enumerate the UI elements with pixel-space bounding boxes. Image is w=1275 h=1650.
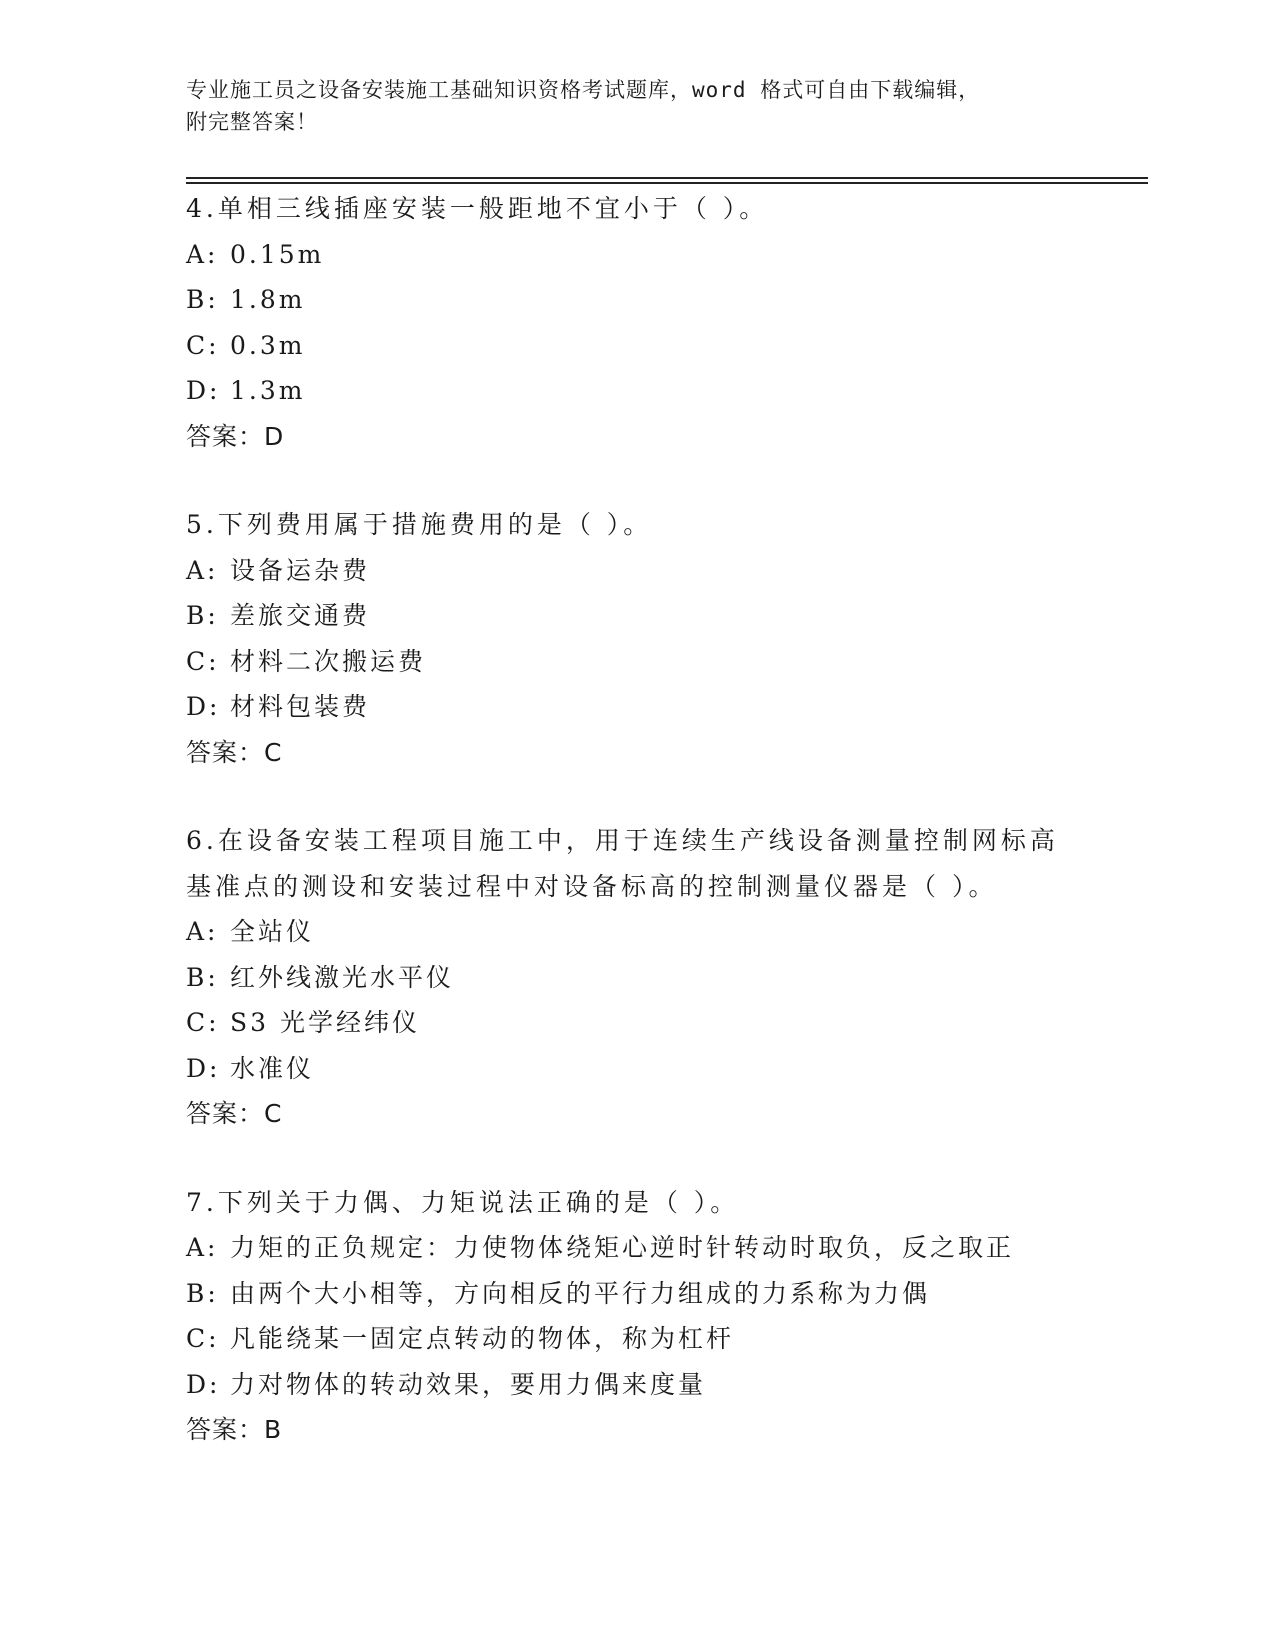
option-c	[186, 1000, 1086, 1046]
option-text: 全站仪	[230, 917, 315, 946]
option-d	[186, 1362, 1086, 1408]
question-7	[186, 1180, 1086, 1453]
header-line-1: 专业施工员之设备安装施工基础知识资格考试题库，word 格式可自由下载编辑，	[186, 78, 981, 102]
option-c	[186, 323, 1086, 369]
option-key: A:	[186, 1233, 219, 1262]
option-a	[186, 232, 1086, 278]
answer-line: 答案：B	[186, 1415, 283, 1444]
option-b	[186, 277, 1086, 323]
document-header	[186, 74, 1086, 138]
option-text: S3 光学经纬仪	[230, 1008, 420, 1037]
option-text: 差旅交通费	[230, 601, 371, 630]
option-a	[186, 548, 1086, 594]
option-text: 1.8m	[230, 285, 306, 314]
option-key: C:	[186, 1008, 220, 1037]
option-a	[186, 1225, 1086, 1271]
question-6	[186, 818, 1086, 1137]
option-key: D:	[186, 1053, 221, 1083]
option-key: B:	[186, 285, 219, 314]
option-b	[186, 955, 1086, 1001]
option-d	[186, 1046, 1086, 1092]
option-key: C:	[186, 1324, 220, 1353]
option-text: 力矩的正负规定：力使物体绕矩心逆时针转动时取负，反之取正	[230, 1233, 1015, 1262]
option-text: 由两个大小相等，方向相反的平行力组成的力系称为力偶	[230, 1278, 931, 1308]
question-stem: 4.单相三线插座安装一般距地不宜小于（ ）。	[186, 194, 769, 223]
option-text: 水准仪	[230, 1053, 315, 1083]
option-text: 材料包装费	[230, 692, 371, 721]
option-text: 凡能绕某一固定点转动的物体，称为杠杆	[230, 1324, 735, 1353]
option-key: D:	[186, 1369, 221, 1399]
question-stem: 7.下列关于力偶、力矩说法正确的是（ ）。	[186, 1187, 740, 1217]
option-d	[186, 684, 1086, 730]
option-text: 0.3m	[230, 330, 306, 360]
option-key: A:	[186, 917, 219, 946]
question-5	[186, 502, 1086, 775]
option-a	[186, 909, 1086, 955]
option-key: C:	[186, 646, 220, 676]
option-key: A:	[186, 239, 219, 269]
answer-line: 答案：C	[186, 1099, 283, 1128]
option-b	[186, 1271, 1086, 1317]
question-4	[186, 186, 1086, 459]
answer-line: 答案：D	[186, 421, 285, 451]
header-divider-top	[186, 177, 1148, 179]
option-text: 材料二次搬运费	[230, 646, 427, 676]
question-list	[186, 186, 1086, 1496]
option-text: 红外线激光水平仪	[230, 962, 455, 992]
option-key: B:	[186, 962, 219, 992]
option-text: 设备运杂费	[230, 555, 371, 585]
option-c	[186, 639, 1086, 685]
answer-line: 答案：C	[186, 737, 283, 767]
option-key: A:	[186, 555, 219, 585]
option-text: 1.3m	[230, 376, 306, 405]
option-c	[186, 1316, 1086, 1362]
header-divider-bottom	[186, 182, 1148, 184]
option-d	[186, 368, 1086, 414]
option-key: D:	[186, 692, 221, 721]
option-text: 力对物体的转动效果，要用力偶来度量	[230, 1369, 707, 1399]
option-b	[186, 593, 1086, 639]
option-text: 0.15m	[230, 239, 325, 269]
question-stem: 5.下列费用属于措施费用的是（ ）。	[186, 510, 653, 539]
option-key: B:	[186, 1278, 219, 1308]
option-key: D:	[186, 376, 221, 405]
option-key: B:	[186, 601, 219, 630]
question-stem: 6.在设备安装工程项目施工中，用于连续生产线设备测量控制网标高基准点的测设和安装过程中对设备标高的控制测量仪器是（ ）。	[186, 826, 1059, 901]
option-key: C:	[186, 330, 220, 360]
header-line-2: 附完整答案！	[186, 110, 318, 134]
